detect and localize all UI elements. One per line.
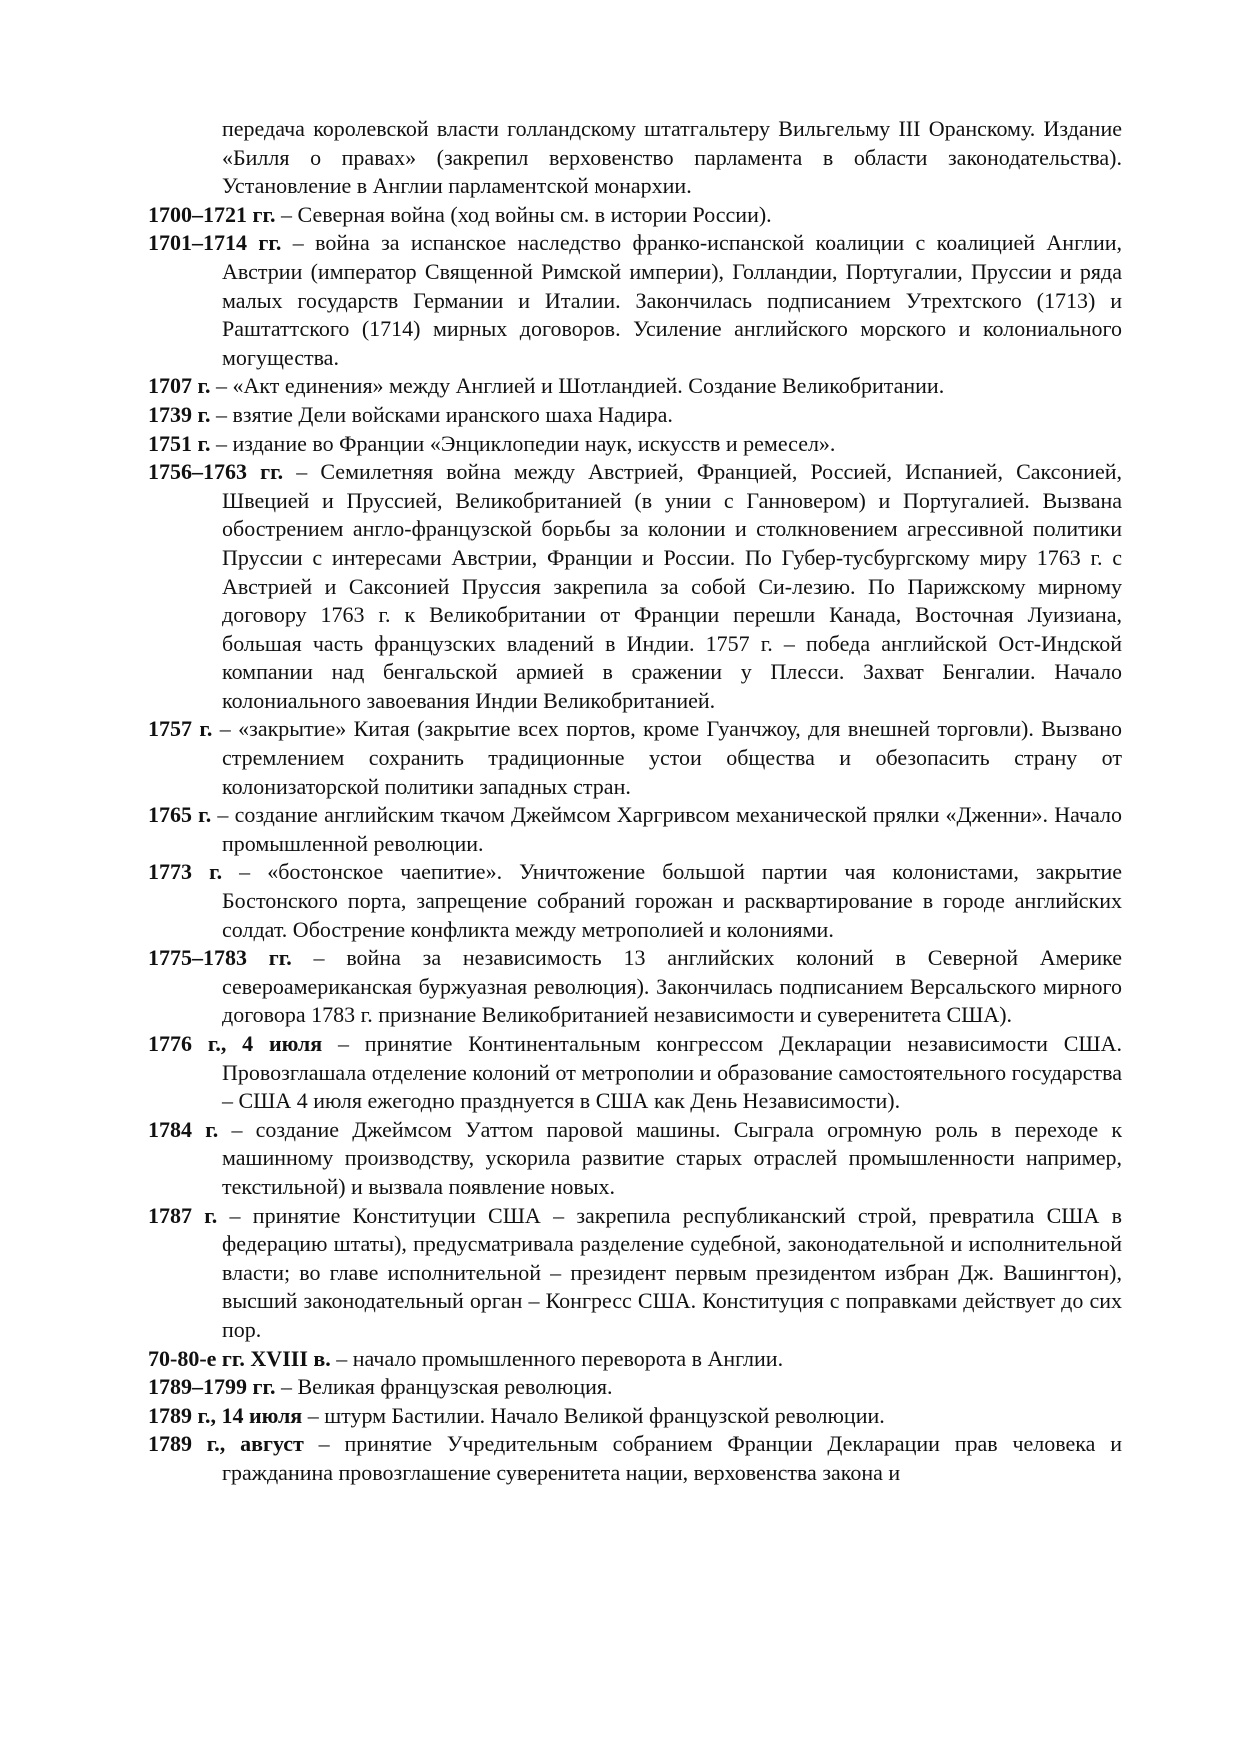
entry-date: 1773 г. <box>148 859 223 885</box>
entry-text: – взятие Дели войсками иранского шаха Надира. <box>210 401 673 427</box>
entry-4 <box>148 401 1122 430</box>
entry-text: – «Акт единения» между Англией и Шотландией. Создание Великобритании. <box>210 373 945 399</box>
entry-text: передача королевской власти голландскому штатгальтеру Вильгельму III Оранскому. Издание «Билля о правах» (закрепил верховенство парламента в области законодательства). Установление в Англии парламентской монархии. <box>222 116 1122 199</box>
entry-text: – принятие Учредительным собранием Франции Декларации прав человека и гражданина провозглашение суверенитета нации, верховенства закона и <box>222 1431 1122 1485</box>
entry-date: 1739 г. <box>148 401 211 427</box>
entry-6 <box>148 458 1122 715</box>
entry-text: – война за независимость 13 английских колоний в Северной Америке североамериканская буржуазная революция). Закончилась подписанием Версальского мирного договора 1783 г. признание Великобританией независимости и суверенитета США). <box>222 945 1123 1028</box>
entry-date: 1784 г. <box>148 1116 219 1142</box>
entry-text: – Великая французская революция. <box>275 1374 613 1400</box>
entry-text: – начало промышленного переворота в Англии. <box>330 1345 784 1371</box>
entry-text: – война за испанское наследство франко-испанской коалиции с коалицией Англии, Австрии (император Священной Римской империи), Голландии, Португалии, Пруссии и ряда малых государств Германии и Италии. Закончилась подписанием Утрехтского (1713) и Раштаттского (1714) мирных договоров. Усиление английского морского и колониального могущества. <box>222 230 1123 370</box>
entry-13 <box>148 1202 1122 1345</box>
entry-1 <box>148 201 1122 230</box>
entry-date: 1776 г., 4 июля <box>148 1031 323 1056</box>
entry-text: – создание Джеймсом Уаттом паровой машины. Сыграла огромную роль в переходе к машинному производству, ускорила развитие старых отраслей промышленности например, текстильной) и вызвала появление новых. <box>218 1116 1123 1199</box>
entry-text: – принятие Конституции США – закрепила республиканский строй, превратила США в федерацию штаты), предусматривала разделение судебной, законодательной и исполнительной власти; во главе исполнительной – президент первым президентом избран Дж. Вашингтон), высший законодательный орган – Конгресс США. Конституция с поправками действует до сих пор. <box>217 1202 1122 1342</box>
entry-date: 1751 г. <box>148 430 211 456</box>
entry-text: – «закрытие» Китая (закрытие всех портов, кроме Гуанчжоу, для внешней торговли). Вызвано стремлением сохранить традиционные устои общества и обезопасить страну от колонизаторской политики западных стран. <box>212 716 1122 799</box>
entry-date: 1756–1763 гг. <box>148 459 284 485</box>
entry-date: 1775–1783 гг. <box>148 945 292 971</box>
entry-date: 1757 г. <box>148 716 213 742</box>
entry-5 <box>148 430 1122 459</box>
entry-text: – издание во Франции «Энциклопедии наук, искусств и ремесел». <box>210 430 836 456</box>
entry-date: 1789–1799 гг. <box>148 1374 276 1400</box>
entry-14 <box>148 1345 1122 1374</box>
entry-date: 1707 г. <box>148 373 211 399</box>
entry-10 <box>148 944 1122 1030</box>
entry-text: – создание английским ткачом Джеймсом Харгривсом механической прялки «Дженни». Начало промышленной революции. <box>211 802 1123 856</box>
entry-9 <box>148 858 1122 944</box>
entry-text: – Семилетняя война между Австрией, Францией, Россией, Испанией, Саксонией, Швецией и Пруссией, Великобританией (в унии с Ганновером) и Португалией. Вызвана обострением англо-французской борьбы за колонии и столкновением агрессивной политики Пруссии с интересами Австрии, Франции и России. По Губер-тусбургскому миру 1763 г. с Австрией и Саксонией Пруссия закрепила за собой Си-лезию. По Парижскому мирному договору 1763 г. к Великобритании от Франции перешли Канада, Восточная Луизиана, большая часть французских владений в Индии. 1757 г. – победа английской Ост-Индской компании над бенгальской армией в сражении у Плесси. Захват Бенгалии. Начало колониального завоевания Индии Великобританией. <box>222 459 1122 713</box>
entry-12 <box>148 1116 1122 1202</box>
entry-text: – «бостонское чаепитие». Уничтожение большой партии чая колонистами, закрытие Бостонского порта, запрещение собраний горожан и расквартирование в городе английских солдат. Обострение конфликта между метрополией и колониями. <box>222 859 1123 942</box>
entry-11 <box>148 1030 1122 1116</box>
entry-text: – Северная война (ход войны см. в истории России). <box>275 201 772 227</box>
entry-date: 1765 г. <box>148 802 212 828</box>
entry-date: 1701–1714 гг. <box>148 230 282 256</box>
entry-16 <box>148 1402 1122 1431</box>
entry-text: – штурм Бастилии. Начало Великой французской революции. <box>302 1402 885 1428</box>
entry-0 <box>148 115 1122 201</box>
document-page <box>148 115 1122 1488</box>
entry-date: 1787 г. <box>148 1202 218 1228</box>
entry-17 <box>148 1430 1122 1487</box>
entry-2 <box>148 229 1122 372</box>
entry-7 <box>148 715 1122 801</box>
entry-date: 1700–1721 гг. <box>148 201 276 227</box>
entry-date: 1789 г., 14 июля <box>148 1402 303 1428</box>
entry-date: 1789 г., август <box>148 1431 304 1457</box>
entry-text: – принятие Континентальным конгрессом Декларации независимости США. Провозглашала отделение колоний от метрополии и образование самостоятельного государства – США 4 июля ежегодно празднуется в США как День Независимости). <box>222 1031 1122 1114</box>
entry-8 <box>148 801 1122 858</box>
entry-3 <box>148 372 1122 401</box>
entry-15 <box>148 1373 1122 1402</box>
entry-date: 70-80-е гг. XVIII в. <box>148 1345 331 1371</box>
